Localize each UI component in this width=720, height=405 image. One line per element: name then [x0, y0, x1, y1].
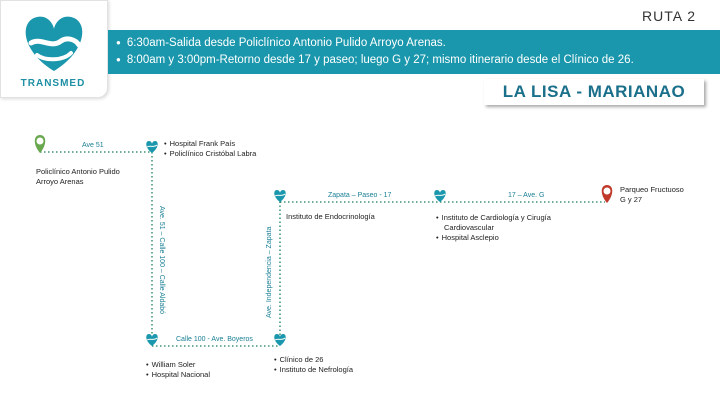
segment-label: Ave 51: [82, 142, 104, 149]
end-marker-icon: [602, 185, 613, 203]
stop-marker-icon: [274, 190, 285, 202]
segment-label: Ave. Independencia – Zapata: [266, 226, 273, 318]
stop-4-label: Instituto de Endocrinología: [286, 212, 375, 221]
stop-1-label: • Hospital Frank País • Policlínico Cristóbal Labra: [164, 139, 256, 159]
segment-label: Zapata – Paseo - 17: [328, 192, 392, 199]
stop-end-label: Parqueo Fructuoso G y 27: [620, 185, 684, 204]
stop-marker-icon: [146, 141, 157, 153]
segment-label: Ave. 51 – Calle 100 – Calle Aldabó: [158, 206, 165, 315]
segment-label: 17 – Ave. G: [508, 192, 545, 199]
stop-2-label: • William Soler • Hospital Nacional: [146, 360, 210, 380]
stop-5-label: • Instituto de Cardiología y Cirugía Cardiovascular • Hospital Asclepio: [436, 213, 551, 243]
route-label: RUTA 2: [642, 8, 696, 24]
stop-marker-icon: [434, 190, 445, 202]
schedule-item: ● 8:00am y 3:00pm-Retorno desde 17 y paseo; luego G y 27; mismo itinerario desde el Clínico de 26.: [116, 52, 720, 69]
stop-3-label: • Clínico de 26 • Instituto de Nefrología: [274, 355, 353, 375]
start-marker-icon: [35, 135, 46, 153]
stop-marker-icon: [274, 334, 285, 346]
stop-start-label: Policlínico Antonio Pulido Arroyo Arenas: [36, 167, 120, 186]
stop-marker-icon: [146, 334, 157, 346]
logo-text: TRANSMED: [20, 78, 86, 89]
schedule-item: ● 6:30am-Salida desde Policlínico Antonio Pulido Arroyo Arenas.: [116, 35, 720, 52]
zone-title: LA LISA - MARIANAO: [502, 82, 686, 101]
segment-label: Calle 100 - Ave. Boyeros: [176, 336, 253, 343]
